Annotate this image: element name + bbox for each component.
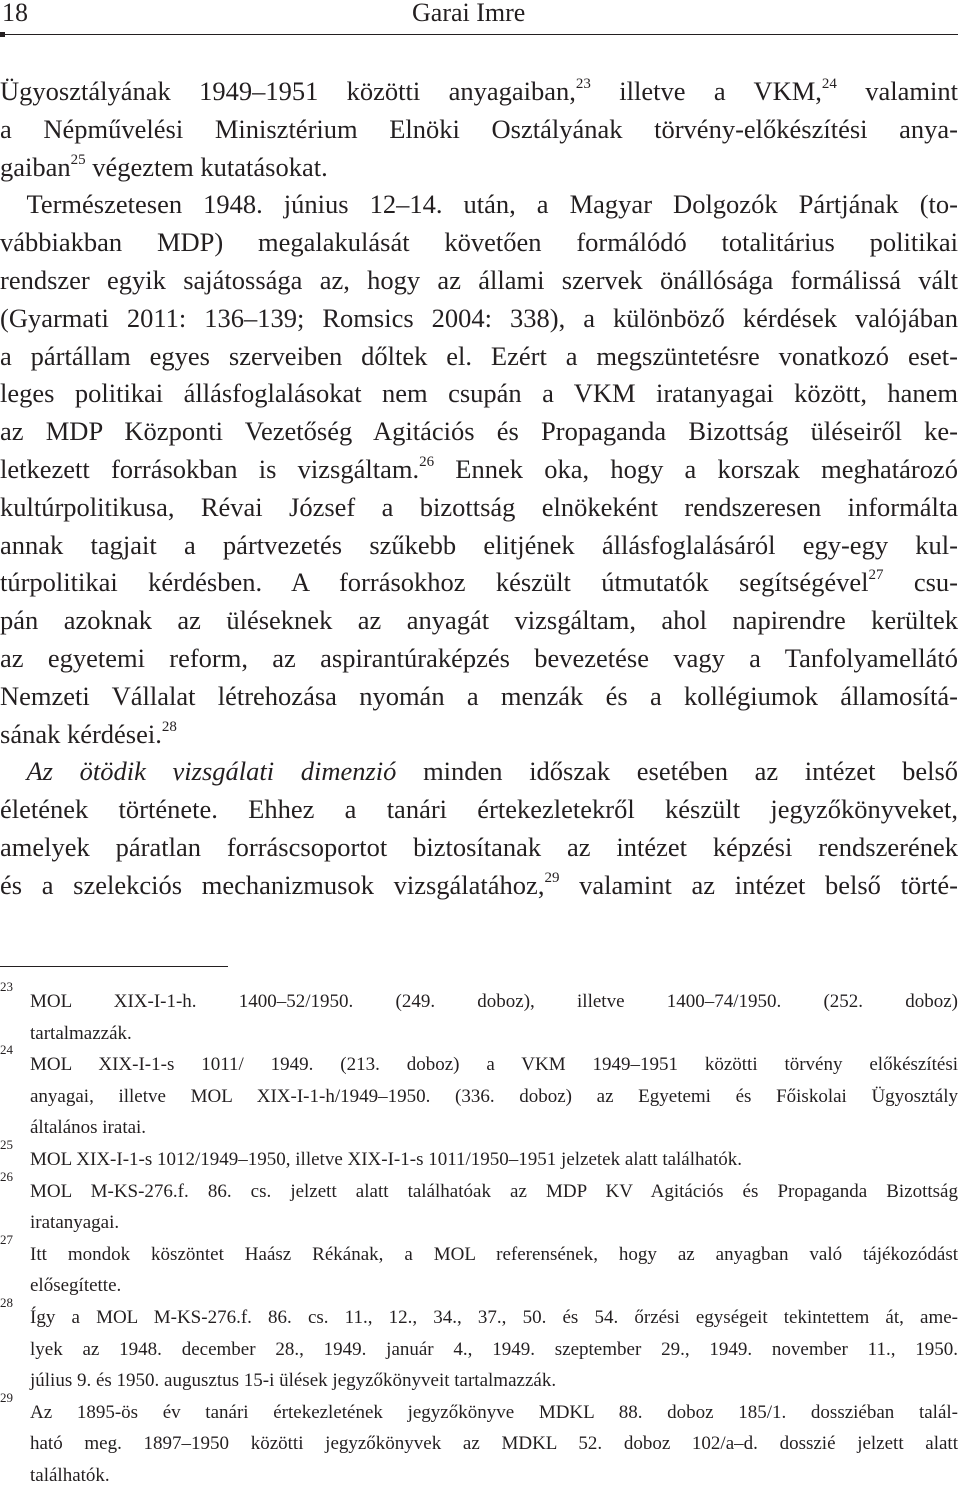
text-run: csu- [883,567,958,598]
footnote-28 [0,1294,958,1397]
footnote-27 [0,1231,958,1302]
footnote-number: 28 [0,1294,13,1310]
footnote-number: 27 [0,1231,13,1247]
text-run: minden időszak esetében az intézet belső [396,756,959,787]
emphasis-text: Az ötödik vizsgálati dimenzió [26,756,397,787]
text-run: túrpolitikai kérdésben. A forrásokhoz készült útmutatók segítségével [0,567,869,598]
footnote-29 [0,1389,958,1492]
text-run: gaiban [0,151,71,182]
footnote-23 [0,979,958,1049]
footnote-reference: 29 [544,869,560,886]
text-run [0,756,27,786]
footnote-number: 24 [0,1042,13,1058]
footnote-line: MOL XIX-I-1-s 1011/ 1949. (213. doboz) a VKM 1949–1951 közötti törvény előkészítési [30,1054,958,1076]
text-line [0,186,958,224]
footnote-reference: 27 [868,567,884,584]
text-line [0,678,958,716]
text-run: Nemzeti Vállalat létrehozása nyomán a menzák és a kollégiumok államosítá- [0,680,958,711]
text-line [0,300,958,338]
page-header [0,0,960,40]
footnote-number: 25 [0,1136,13,1152]
footnote-number: 26 [0,1168,13,1184]
text-run: életének története. Ehhez a tanári értekezletekről készült jegyzőkönyveket, [0,794,958,825]
header-rule [0,34,958,35]
text-run: valamint az intézet belső törté- [559,869,958,900]
text-run: illetve a VKM, [590,76,822,106]
footnote-line: ható meg. 1897–1950 közötti jegyzőkönyvek az MDKL 52. doboz 102/a–d. dosszié jelzett alatt [30,1433,958,1455]
footnote-line: július 9. és 1950. augusztus 15-i ülések jegyzőkönyveit tartalmazzák. [30,1370,557,1392]
footnote-24 [0,1042,958,1144]
text-line [0,489,958,527]
footnote-reference: 26 [419,453,435,470]
footnote-reference: 24 [821,76,837,92]
text-run: Ennek oka, hogy a korszak meghatározó [434,453,958,484]
text-run: az MDP Központi Vezetőség Agitációs és Propaganda Bizottság üléseiről ke- [0,416,958,447]
footnote-number: 23 [0,979,13,994]
text-run: annak tagjait a pártvezetés szűkebb elitjének állásfoglalásáról egy-egy kul- [0,529,958,560]
text-run: pán azoknak az üléseknek az anyagát vizsgáltam, ahol napirendre kerültek [0,605,958,636]
text-line [0,640,958,678]
page-number: 18 [2,0,28,27]
footnotes [0,979,958,1492]
text-line [0,451,958,489]
footnote-reference: 25 [70,151,86,168]
text-run: a pártállam egyes szerveiben dőltek el. Ezért a megszüntetésre vonatkozó eset- [0,340,958,371]
footnote-line: Az 1895-ös év tanári értekezletének jegyzőkönyve MDKL 88. doboz 185/1. dossziéban talál- [30,1401,958,1423]
footnote-line: tartalmazzák. [30,1022,132,1044]
text-line [0,73,958,111]
text-line [0,602,958,640]
text-run: az egyetemi reform, az aspirantúraképzés bevezetése vagy a Tanfolyamellátó [0,642,958,673]
footnote-line: általános iratai. [30,1117,147,1139]
text-line [0,413,958,451]
footnote-line: lyek az 1948. december 28., 1949. január 4., 1949. szeptember 29., 1949. november 11., 1950. [30,1338,958,1360]
text-run: valamint [836,76,958,106]
text-line [0,791,958,829]
footnote-26 [0,1168,958,1239]
footnote-line: MOL XIX-I-1-s 1012/1949–1950, illetve XIX-I-1-s 1011/1950–1951 jelzetek alatt találhatók. [30,1148,742,1170]
text-run: a Népművelési Minisztérium Elnöki Osztályának törvény-előkészítési anya- [0,113,958,144]
footnote-reference: 23 [575,76,591,92]
footnote-25 [0,1136,958,1176]
text-run: amelyek páratlan forráscsoportot biztosítanak az intézet képzési rendszerének [0,831,958,862]
text-run: (Gyarmati 2011: 136–139; Romsics 2004: 338), a különböző kérdések valójában [0,302,958,333]
text-run: letkezett forrásokban is vizsgáltam. [0,453,420,484]
text-line [0,149,958,187]
footnote-reference: 28 [161,718,177,735]
text-line [0,564,958,602]
text-line [0,224,958,262]
footnote-number: 29 [0,1389,13,1405]
text-run: rendszer egyik sajátossága az, hogy az állami szervek önállósága formálissá vált [0,264,958,295]
footnote-line: iratanyagai. [30,1212,120,1234]
text-run: kultúrpolitikusa, Révai József a bizottság elnökeként rendszeresen informálta [0,491,958,522]
text-line [0,375,958,413]
text-run: Természetesen 1948. június 12–14. után, a Magyar Dolgozók Pártjának (to- [0,189,958,220]
text-line [0,111,958,149]
text-run: vábbiakban MDP) megalakulását követően formálódó totalitárius politikai [0,227,958,258]
text-line [0,753,958,791]
text-line [0,829,958,867]
text-run: sának kérdései. [0,718,162,749]
text-line [0,262,958,300]
footnote-line: találhatók. [30,1464,110,1486]
text-run: és a szelekciós mechanizmusok vizsgálatához, [0,869,545,900]
text-line [0,527,958,565]
text-run: leges politikai állásfoglalásokat nem csupán a VKM iratanyagai között, hanem [0,378,958,409]
footnote-separator [0,966,228,967]
text-line [0,867,958,905]
footnote-line: Itt mondok köszöntet Haász Rékának, a MOL referensének, hogy az anyagban való tájékozódást [30,1243,958,1265]
text-run: Ügyosztályának 1949–1951 közötti anyagaiban, [0,76,576,106]
footnote-line: elősegítette. [30,1275,122,1297]
footnote-line: MOL M-KS-276.f. 86. cs. jelzett alatt találhatóak az MDP KV Agitációs és Propaganda Bizottság [30,1180,958,1202]
text-run: végeztem kutatásokat. [85,151,328,182]
footnote-line: MOL XIX-I-1-h. 1400–52/1950. (249. doboz), illetve 1400–74/1950. (252. doboz) [30,991,958,1012]
body-text [0,73,958,905]
text-line [0,716,958,754]
footnote-line: Így a MOL M-KS-276.f. 86. cs. 11., 12., 34., 37., 50. és 54. őrzési egységeit tekintettem át, ame- [30,1306,958,1328]
text-line [0,338,958,376]
running-head: Garai Imre [412,0,526,27]
footnote-line: anyagai, illetve MOL XIX-I-1-h/1949–1950. (336. doboz) az Egyetemi és Főiskolai Ügyosztály [30,1085,958,1107]
